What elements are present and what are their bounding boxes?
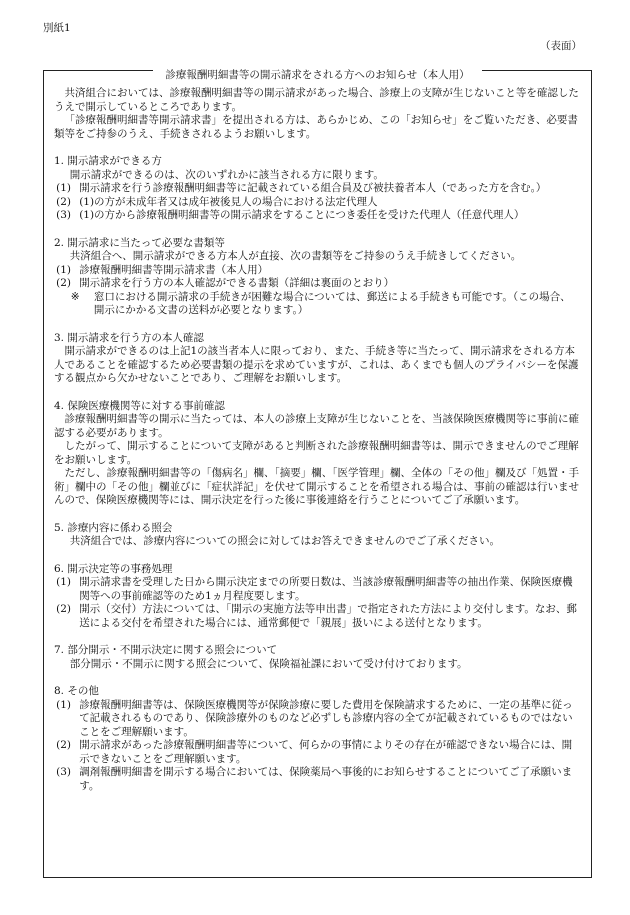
list-item: (1) 診療報酬明細書等は、保険医療機関等が保険診療に要した費用を保険請求するために、一定の基準に従って記載されるものであり、保険診療外のものなど必ずしも診療内容の全てが記載されているものではないことをご理解願います。 [56, 698, 573, 738]
section-8 [54, 685, 581, 793]
section-1 [54, 155, 581, 223]
notice-content [54, 87, 581, 793]
list-item: (1) 診療報酬明細書等開示請求書（本人用） [56, 263, 269, 276]
section-body: 診療報酬明細書等の開示に当たっては、本人の診療上支障が生じないことを、当該保険医療機関等に事前に確認する必要があります。 [54, 413, 579, 439]
section-body: 共済組合では、診療内容についての照会に対してはお答えできませんのでご了承ください。 [69, 535, 501, 547]
section-5 [54, 522, 581, 549]
section-heading: 7. 部分開示・不開示決定に関する照会について [54, 644, 278, 656]
section-body: ただし、診療報酬明細書等の「傷病名」欄、「摘要」欄、「医学管理」欄、全体の「その他」欄及び「処置・手術」欄中の「その他」欄並びに「症状詳記」を伏せて開示することを希望される場合は、事前の確認は行いませんので、保険医療機関等には、開示決定を行った後に事後連絡を行うことについてご了承願います。 [54, 467, 579, 506]
section-body: 部分開示・不開示に関する照会について、保険福祉課において受け付けております。 [69, 657, 468, 670]
section-lead: 共済組合へ、開示請求ができる方本人が直接、次の書類等をご持参のうえ手続きしてください。 [69, 250, 522, 262]
intro-paragraph: 共済組合においては、診療報酬明細書等の開示請求があった場合、診療上の支障が生じないこと等を確認したうえで開示しているところであります。 [54, 87, 579, 113]
section-6 [54, 563, 581, 631]
notice-box [43, 70, 592, 878]
list-item: (2) 開示請求があった診療報酬明細書等について、何らかの事情によりその存在が確認できない場合には、開示できないことをご理解願います。 [56, 739, 573, 765]
section-7 [54, 644, 581, 671]
section-body: 開示請求ができるのは上記1の該当者本人に限っており、また、手続き等に当たって、開示請求をされる方本人であることを確認するため必要書類の提示を求めていますが、これは、あくまでも個人のプライバシーを保護する観点から欠かせないことであり、ご理解をお願いします。 [54, 345, 579, 384]
list-item: (1) 開示請求書を受理した日から開示決定までの所要日数は、当該診療報酬明細書等の抽出作業、保険医療機関等への事前確認等のため1ヵ月程度要します。 [56, 576, 573, 602]
section-heading: 4. 保険医療機関等に対する事前確認 [54, 399, 225, 412]
section-heading: 8. その他 [54, 685, 99, 697]
notice-title: 診療報酬明細書等の開示請求をされる方へのお知らせ（本人用） [44, 63, 591, 82]
section-heading: 3. 開示請求を行う方の本人確認 [54, 331, 204, 344]
section-2 [54, 237, 581, 318]
note-item: ※ 窓口における開示請求の手続きが困難な場合については、郵送による手続きも可能です。（この場合、開示にかかる文書の送料が必要となります。） [70, 290, 571, 316]
page-side-label: （表面） [540, 40, 582, 52]
attachment-label: 別紙1 [43, 22, 71, 34]
list-item: (3) (1)の方から診療報酬明細書等の開示請求をすることにつき委任を受けた代理人（任意代理人） [56, 209, 525, 221]
section-heading: 1. 開示請求ができる方 [54, 155, 162, 167]
section-heading: 6. 開示決定等の事務処理 [54, 562, 173, 575]
section-3 [54, 332, 581, 386]
list-item: (3) 調剤報酬明細書を開示する場合においては、保険薬局へ事後的にお知らせすることについてご了承願います。 [56, 766, 573, 792]
section-heading: 5. 診療内容に係わる照会 [54, 521, 173, 534]
list-item: (2) 開示（交付）方法については、「開示の実施方法等申出書」で指定された方法により交付します。なお、郵送による交付を希望された場合には、通常郵便で「親展」扱いによる送付となります。 [56, 603, 577, 629]
list-item: (2) 開示請求を行う方の本人確認ができる書類（詳細は裏面のとおり） [56, 277, 395, 289]
section-4 [54, 400, 581, 508]
list-item: (2) (1)の方が未成年者又は成年被後見人の場合における法定代理人 [56, 195, 378, 208]
intro-paragraph: 「診療報酬明細書等開示請求書」を提出される方は、あらかじめ、この「お知らせ」をご覧いただき、必要書類等をご持参のうえ、手続きされるようお願いします。 [54, 114, 578, 140]
section-body: したがって、開示することについて支障があると判断された診療報酬明細書等は、開示できませんのでご理解をお願いします。 [54, 440, 579, 466]
section-lead: 開示請求ができるのは、次のいずれかに該当される方に限ります。 [69, 168, 384, 181]
section-heading: 2. 開示請求に当たって必要な書類等 [54, 236, 225, 249]
list-item: (1) 開示請求を行う診療報酬明細書等に記載されている組合員及び被扶養者本人（であった方を含む。） [56, 182, 547, 194]
